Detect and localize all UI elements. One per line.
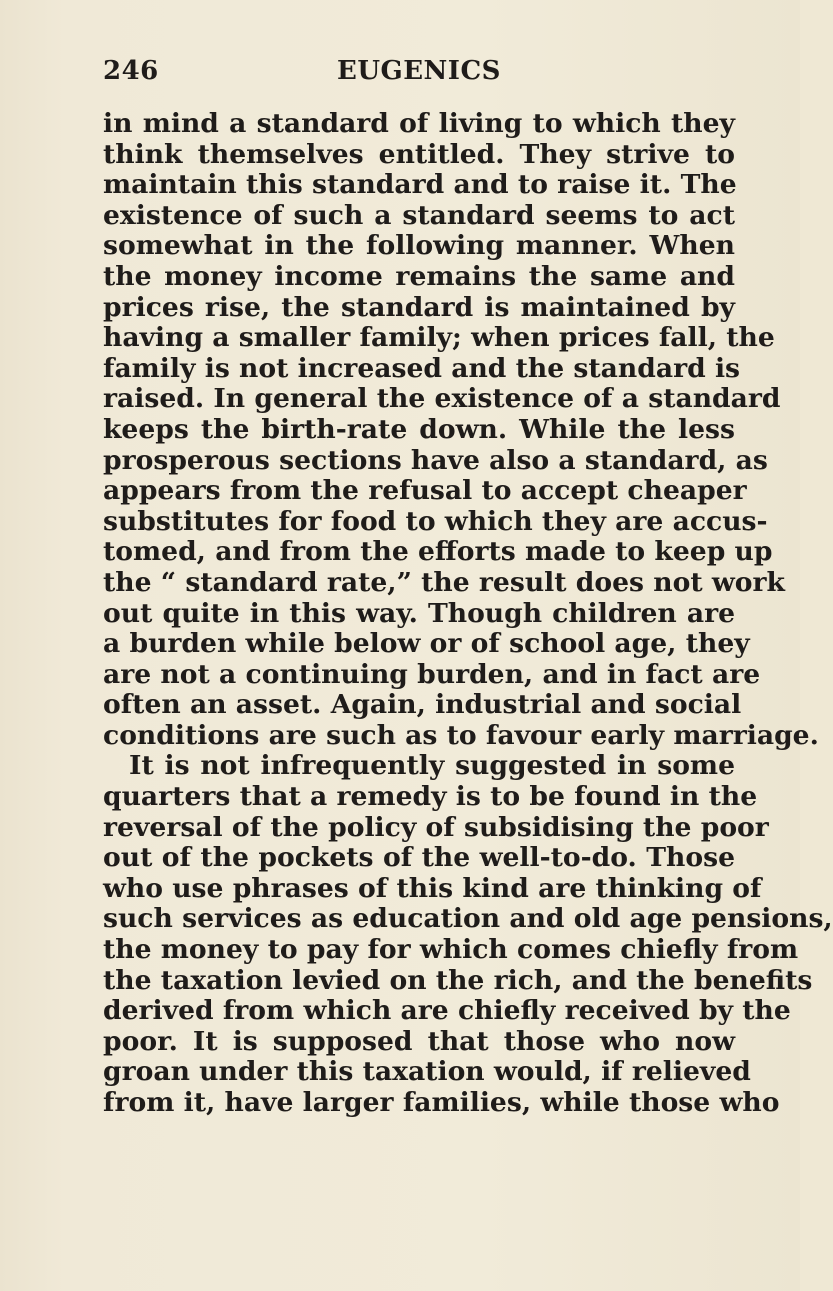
text-line: keeps the birth-rate down. While the less [103,413,735,445]
text-line: the “ standard rate,” the result does not work [103,566,785,598]
body-text [103,108,833,1119]
running-title: EUGENICS [337,56,501,86]
text-line: prosperous sections have also a standard, as [103,444,768,476]
text-line: groan under this taxation would, if relieved [103,1056,751,1088]
text-line: tomed, and from the efforts made to keep up [103,536,773,568]
text-line: prices rise, the standard is maintained by [103,291,735,323]
text-line: substitutes for food to which they are accus- [103,505,768,537]
text-line: are not a continuing burden, and in fact are [103,658,761,690]
text-line: who use phrases of this kind are thinking of [103,872,762,904]
text-line: from it, have larger families, while those who [103,1087,780,1118]
text-line: poor. It is supposed that those who now [103,1025,735,1057]
text-line: existence of such a standard seems to act [103,199,735,231]
text-line: in mind a standard of living to which they [103,108,735,139]
text-line: out quite in this way. Though children are [103,597,735,629]
text-line: a burden while below or of school age, they [103,628,750,660]
text-line: appears from the refusal to accept cheaper [103,475,747,507]
text-line: reversal of the policy of subsidising the poor [103,811,769,843]
text-line: conditions are such as to favour early marriage. [103,719,819,751]
text-line: the taxation levied on the rich, and the benefits [103,964,813,996]
text-line: having a smaller family; when prices fall, the [103,322,775,354]
text-line: often an asset. Again, industrial and social [103,689,742,721]
text-line: derived from which are chiefly received by the [103,995,791,1027]
text-line: raised. In general the existence of a standard [103,383,781,415]
text-line: the money to pay for which comes chiefly from [103,934,799,966]
page-number: 246 [103,56,159,86]
text-line: quarters that a remedy is to be found in the [103,781,758,813]
text-line: out of the pockets of the well-to-do. Those [103,842,735,874]
text-line: maintain this standard and to raise it. The [103,169,737,201]
text-line: the money income remains the same and [103,260,735,292]
text-line: It is not infrequently suggested in some [129,750,735,782]
text-line: think themselves entitled. They strive to [103,138,735,170]
text-line: family is not increased and the standard is [103,352,741,384]
page-header [103,56,735,92]
text-line: such services as education and old age pensions, [103,903,833,935]
text-line: somewhat in the following manner. When [103,230,735,262]
